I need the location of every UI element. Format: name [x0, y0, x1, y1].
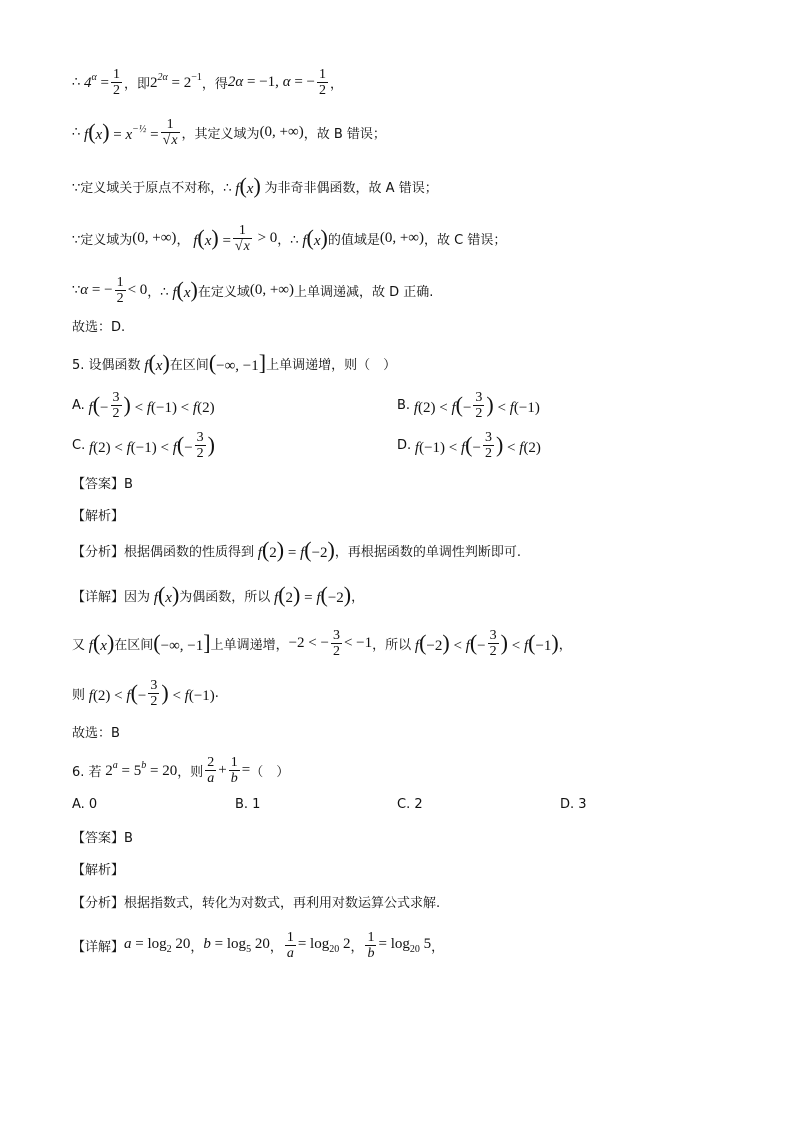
option-5a: A. f(− $\frac{3}{2}$ ) < f(−1) < f(2)	[72, 389, 215, 421]
option-5c: C. f(2) < f(−1) < f(− $\frac{3}{2}$ )	[72, 429, 215, 461]
solution-line-1: ∴ $4^\alpha$ = $\frac{1}{2}$ ，即 $2^{2\alpha} = 2^{-1}$ ，得 2α = −1, α = − $\frac{1}{2}$ ，	[72, 66, 343, 98]
detail-5-line-3: 则 f(2) < f(− $\frac{3}{2}$ ) < f(−1) .	[72, 677, 219, 709]
solution-line-5: ∵ α = − $\frac{1}{2}$ < 0 ，∴ f(x) 在定义域 (0, +∞) 上单调递减，故 D 正确.	[72, 274, 434, 306]
detail-6-line-1: 【详解】 $a = \log_2 20$ ， $b = \log_5 20$ ， $\frac{1}{a}$ = $\log_{20} 2$ ， $\frac{1}{b}$ = $\log_{20} 5$ ，	[72, 929, 445, 961]
solution-line-4: ∵定义域为 (0, +∞) ， f(x) = $\frac{1}{√x}$ > 0 ，∴ f(x) 的值域是 (0, +∞) ，故 C 错误；	[72, 222, 507, 254]
option-6d: D. 3	[560, 796, 587, 812]
analysis-5-heading: 【解析】	[72, 508, 125, 524]
detail-5-line-1: 【详解】因为 f(x) 为偶函数，所以 f(2) = f(−2) ，	[72, 581, 365, 607]
analysis-6-heading: 【解析】	[72, 862, 125, 878]
option-6a: A. 0	[72, 796, 98, 812]
detail-5-line-2: 又 f(x) 在区间 (−∞, −1] 上单调递增， −2 < − $\frac{3}{2}$ < −1 ，所以 f(−2) < f(− $\frac{3}{2}$ ) < f(−1) ，	[72, 627, 572, 659]
answer-5: 【答案】B	[72, 476, 133, 492]
conclusion-b: 故选：B	[72, 725, 120, 741]
option-5b: B. f(2) < f(− $\frac{3}{2}$ ) < f(−1)	[397, 389, 540, 421]
question-6-stem: 6. 若 $2^a = 5^b = 20$ ，则 $\frac{2}{a}$ + $\frac{1}{b}$ = （ ）	[72, 754, 290, 786]
conclusion-d: 故选：D.	[72, 319, 126, 335]
option-6b: B. 1	[235, 796, 261, 812]
solution-line-2: ∴ $f(x) = x^{-\frac{1}{2}}$ = $\frac{1}{√x}$ ，其定义域为 (0, +∞) ，故 B 错误；	[72, 116, 386, 148]
question-5-stem: 5. 设偶函数 f(x) 在区间 (−∞, −1] 上单调递增，则（ ）	[72, 349, 397, 375]
solution-line-3: ∵定义域关于原点不对称，∴ f(x) 为非奇非偶函数，故 A 错误；	[72, 172, 438, 198]
answer-6: 【答案】B	[72, 830, 133, 846]
analysis-6: 【分析】根据指数式，转化为对数式，再利用对数运算公式求解.	[72, 895, 441, 911]
analysis-5: 【分析】根据偶函数的性质得到 f(2) = f(−2) ，再根据函数的单调性判断即可.	[72, 536, 521, 562]
option-5d: D. f(−1) < f(− $\frac{3}{2}$ ) < f(2)	[397, 429, 541, 461]
option-6c: C. 2	[397, 796, 423, 812]
